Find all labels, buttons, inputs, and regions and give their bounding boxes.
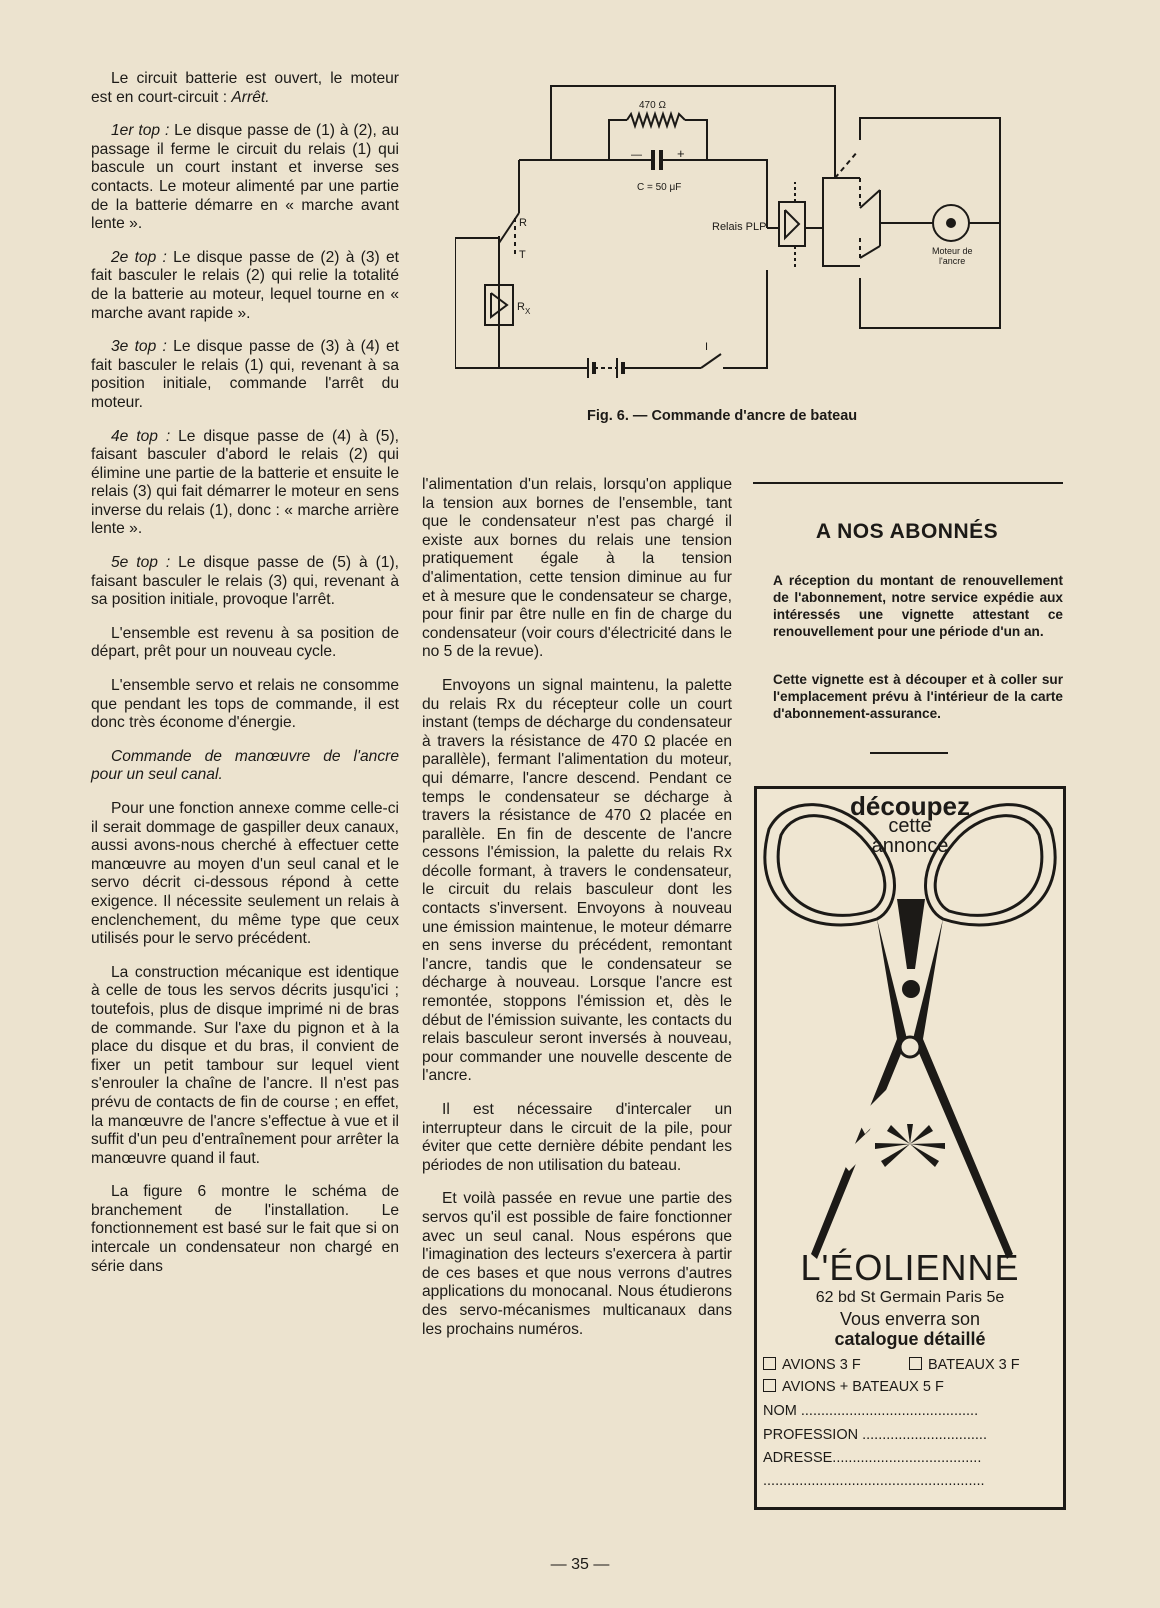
divider — [870, 752, 948, 754]
switch-lever — [701, 354, 721, 368]
paragraph: L'ensemble est revenu à sa position de départ, prêt pour un nouveau cycle. — [91, 624, 399, 661]
wire-top — [551, 86, 835, 178]
paragraph: 5e top : Le disque passe de (5) à (1), faisant basculer le relais (3) qui, revenant à sa position initiale, provoque l'arrêt. — [91, 554, 399, 609]
figure-caption: Fig. 6. — Commande d'ancre de bateau — [587, 408, 858, 424]
ad-headline: annonce — [871, 835, 949, 857]
relay-plp-label: Relais PLP — [712, 221, 767, 233]
ad-field-nom[interactable]: NOM ............................................ — [763, 1403, 979, 1419]
label-rx-sub: X — [525, 307, 531, 316]
paragraph: 1er top : Le disque passe de (1) à (2), au passage il ferme le circuit du relais (1) qui bascule un court instant et inverse ses contacts. Le moteur alimenté par une partie de la batterie démarre en « marche avant lente ». — [91, 122, 399, 233]
advert-box — [754, 786, 1066, 1510]
ad-headline: cette — [888, 815, 932, 837]
left-text-column — [91, 70, 399, 1291]
paragraph: Envoyons un signal maintenu, la palette du relais Rx du récepteur colle un court instant (temps de décharge du condensateur à travers la résistance de 470 Ω placée en parallèle), fermant l'alimentation du moteur, qui démarre, l'ancre descend. Pendant ce temps le condensateur se décharge à travers la résistance de 470 Ω placée en parallèle. En fin de descente de l'ancre cessons l'émission, la palette du relais Rx décolle formant, à travers le condensateur, le circuit du relais basculeur dont les contacts s'inversent. Envoyons à nouveau une émission maintenue, le moteur démarre en sens inverse du précédent, remontant l'ancre, tandis que le condensateur se décharge à nouveau. Lorsque l'ancre est remontée, stoppons l'émission et, dès le début de l'émission suivante, les contacts du relais basculeur seront inversés à nouveau, pour commander une nouvelle descente de l'ancre. — [422, 676, 732, 1085]
divider — [753, 482, 1063, 484]
circuit-diagram — [455, 78, 1045, 390]
middle-text-column — [422, 476, 732, 1354]
checkbox[interactable] — [763, 1357, 776, 1370]
paragraph: Le circuit batterie est ouvert, le moteur est en court-circuit : Arrêt. — [91, 70, 399, 106]
plp-relay-box — [779, 202, 805, 246]
paragraph: La figure 6 montre le schéma de branchement de l'installation. Le fonctionnement est basé sur le fait que si on intercale un condensateur non chargé en série dans — [91, 1183, 399, 1275]
ad-option[interactable]: BATEAUX 3 F — [909, 1357, 1020, 1373]
paragraph: l'alimentation d'un relais, lorsqu'on applique la tension aux bornes de l'ensemble, tant que le condensateur n'est pas chargé il existe aux bornes du relais une tension pratiquement égale à la tension d'alimentation, cette tension diminue au fur et à mesure que le condensateur se charge, pour finir par être nulle en fin de charge du condensateur (voir cours d'électricité dans le no 5 de la revue). — [422, 476, 732, 661]
checkbox[interactable] — [763, 1379, 776, 1392]
ad-brand: L'ÉOLIENNE — [800, 1247, 1020, 1288]
abonnes-paragraph: A réception du montant de renouvellement de l'abonnement, notre service expédie aux intéressés une vignette attestant ce renouvellement pour une période d'un an. — [773, 573, 1063, 639]
paragraph: Il est nécessaire d'intercaler un interrupteur dans le circuit de la pile, pour éviter que cette dernière débite pendant les périodes de non utilisation du bateau. — [422, 1101, 732, 1174]
paragraph: L'ensemble servo et relais ne consomme que pendant les tops de commande, il est donc très économe d'énergie. — [91, 677, 399, 732]
capacitor-plus: + — [677, 146, 685, 161]
label-r: R — [519, 217, 527, 229]
ad-option[interactable]: AVIONS + BATEAUX 5 F — [763, 1379, 944, 1395]
capacitor-label: C = 50 μF — [637, 182, 682, 193]
page-number: — 35 — — [550, 1556, 610, 1573]
paragraph: 4e top : Le disque passe de (4) à (5), faisant basculer d'abord le relais (2) qui élimine une partie de la batterie et ensuite le relais (3) qui fait démarrer le moteur en sens inverse du relais (1), donc : « marche arrière lente ». — [91, 427, 399, 538]
abonnes-title: A NOS ABONNÉS — [815, 520, 999, 543]
ad-headline: découpez — [850, 791, 970, 821]
motor-label-2: l'ancre — [939, 256, 966, 266]
label-rx: R — [517, 301, 525, 313]
ad-text: Vous enverra son — [839, 1309, 981, 1329]
ad-text: catalogue détaillé — [834, 1329, 986, 1349]
capacitor-minus: — — [631, 149, 642, 161]
ad-option[interactable]: AVIONS 3 F — [763, 1357, 861, 1373]
ad-field-adresse-2[interactable]: ....................................................... — [763, 1473, 985, 1489]
paragraph: Et voilà passée en revue une partie des servos qu'il est possible de faire fonctionner avec un seul canal. Nous espérons que l'imagination des lecteurs s'exercera à partir de ces bases et que nous verrons d'autres applications du monocanal. Nous étudierons des servo-mécanismes multicanaux dans les prochains numéros. — [422, 1190, 732, 1338]
paragraph: 2e top : Le disque passe de (2) à (3) et fait basculer le relais (2) qui relie la totalité de la batterie au moteur, lequel tourne en « marche avant rapide ». — [91, 248, 399, 322]
section-subheading: Commande de manœuvre de l'ancre pour un seul canal. — [91, 747, 399, 784]
paragraph: 3e top : Le disque passe de (3) à (4) et fait basculer le relais (1) qui, revenant à sa position initiale, commande l'arrêt du moteur. — [91, 338, 399, 411]
scissors-icon — [757, 789, 1063, 1289]
motor-label-1: Moteur de — [932, 246, 973, 256]
label-switch: I — [705, 341, 709, 353]
ad-field-adresse[interactable]: ADRESSE..................................... — [763, 1450, 982, 1466]
resistor-label: 470 Ω — [639, 100, 666, 111]
abonnes-paragraph: Cette vignette est à découper et à coller sur l'emplacement prévu à l'intérieur de la carte d'abonnement-assurance. — [773, 672, 1063, 721]
ad-field-profession[interactable]: PROFESSION ............................... — [763, 1427, 987, 1443]
checkbox[interactable] — [909, 1357, 922, 1370]
paragraph: Pour une fonction annexe comme celle-ci il serait dommage de gaspiller deux canaux, aussi avons-nous cherché à effectuer cette manœuvre au moyen d'un seul canal et le servo décrit ci-dessous répond à cette exigence. Il nécessite seulement un relais à enclenchement, du même type que ceux utilisés pour le servo précédent. — [91, 800, 399, 948]
ad-address: 62 bd St Germain Paris 5e — [815, 1289, 1005, 1306]
label-t: T — [519, 249, 526, 261]
resistor-symbol — [627, 114, 685, 126]
paragraph: La construction mécanique est identique à celle de tous les servos décrits jusqu'ici ; toutefois, plus de disque imprimé ni de bras de commande. Sur l'axe du pignon et à la place du disque et du bras, il convient de fixer un petit tambour sur lequel vient s'enrouler la chaîne de l'ancre. Il n'est pas prévu de contacts de fin de course ; en effet, la manœuvre de l'ancre s'effectue à vue et il suffit d'un peu d'entraînement pour arrêter la manœuvre quand il faut. — [91, 963, 399, 1167]
